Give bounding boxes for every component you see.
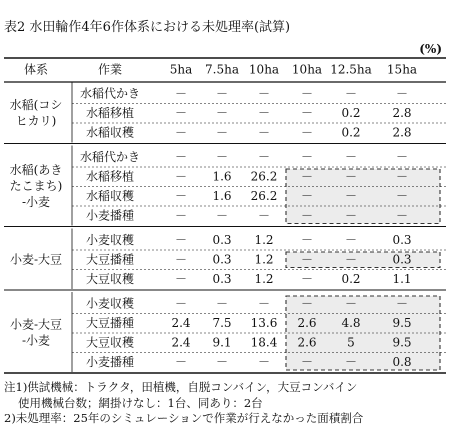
value-cell: －: [344, 149, 358, 164]
value-cell: 26.2: [250, 188, 278, 203]
value-cell: －: [174, 232, 188, 247]
value-cell: －: [174, 208, 188, 223]
value-cell: 7.5: [212, 315, 232, 330]
value-cell: 1.2: [254, 252, 274, 267]
value-cell: 1.2: [254, 232, 274, 247]
value-cell: －: [395, 296, 409, 311]
header-area: 10ha: [248, 62, 280, 77]
system-label: たこまち): [9, 179, 63, 193]
value-cell: 0.3: [212, 271, 232, 286]
value-cell: 18.4: [250, 335, 278, 350]
value-cell: －: [257, 149, 271, 164]
task-label: 水稲代かき: [79, 86, 141, 101]
value-cell: －: [215, 149, 229, 164]
system-label: -小麦: [21, 333, 51, 348]
value-cell: －: [257, 354, 271, 369]
value-cell: 5: [347, 335, 355, 350]
value-cell: －: [344, 86, 358, 101]
value-cell: 0.2: [341, 105, 361, 120]
value-cell: －: [174, 354, 188, 369]
value-cell: 0.3: [212, 232, 232, 247]
value-cell: －: [395, 86, 409, 101]
header-area: 10ha: [291, 62, 323, 77]
header-area: 5ha: [169, 62, 193, 77]
task-label: 大豆収穫: [85, 271, 135, 286]
value-cell: 2.6: [297, 315, 317, 330]
value-cell: －: [174, 125, 188, 140]
value-cell: 0.2: [341, 271, 361, 286]
value-cell: －: [300, 169, 314, 184]
system-label: 小麦-大豆: [9, 252, 63, 267]
value-cell: －: [215, 86, 229, 101]
footnote-1: 注1)供試機械：トラクタ，田植機，自脱コンバイン，大豆コンバイン: [4, 380, 358, 394]
unit-label: (%): [419, 42, 442, 56]
value-cell: －: [174, 271, 188, 286]
system-label: 水稲(コシ: [9, 97, 63, 112]
table-title: 表2 水田輪作4年6作体系における未処理率(試算): [4, 20, 291, 35]
value-cell: －: [174, 252, 188, 267]
value-cell: －: [174, 105, 188, 120]
value-cell: 1.6: [212, 169, 232, 184]
value-cell: 9.1: [212, 335, 232, 350]
task-label: 大豆播種: [85, 315, 135, 330]
value-cell: －: [344, 296, 358, 311]
value-cell: －: [300, 354, 314, 369]
value-cell: －: [300, 125, 314, 140]
value-cell: －: [300, 232, 314, 247]
value-cell: 0.8: [392, 354, 412, 369]
value-cell: 0.2: [341, 125, 361, 140]
header-area: 7.5ha: [205, 62, 239, 77]
value-cell: －: [300, 105, 314, 120]
value-cell: －: [300, 296, 314, 311]
value-cell: 1.1: [392, 271, 412, 286]
value-cell: －: [174, 188, 188, 203]
header-area: 15ha: [386, 62, 418, 77]
system-label: -小麦: [21, 195, 51, 209]
value-cell: －: [174, 296, 188, 311]
value-cell: 0.3: [212, 252, 232, 267]
value-cell: －: [257, 105, 271, 120]
value-cell: －: [344, 354, 358, 369]
value-cell: －: [300, 149, 314, 164]
value-cell: －: [395, 208, 409, 223]
value-cell: －: [300, 86, 314, 101]
task-label: 水稲代かき: [79, 149, 141, 164]
value-cell: －: [215, 208, 229, 223]
value-cell: 9.5: [392, 335, 412, 350]
value-cell: 1.2: [254, 271, 274, 286]
value-cell: －: [257, 86, 271, 101]
task-label: 水稲移植: [85, 105, 135, 120]
value-cell: －: [395, 149, 409, 164]
footnote-1-cont: 使用機械台数；網掛けなし：1台、同あり：2台: [18, 395, 263, 410]
value-cell: －: [395, 169, 409, 184]
task-label: 水稲移植: [85, 169, 135, 184]
value-cell: 0.3: [392, 252, 412, 267]
value-cell: －: [300, 271, 314, 286]
value-cell: －: [300, 252, 314, 267]
value-cell: －: [344, 252, 358, 267]
value-cell: 2.4: [171, 315, 191, 330]
value-cell: －: [174, 169, 188, 184]
footnote-2: 2)未処理率：25年のシミュレーションで作業が行えなかった面積割合: [4, 411, 364, 425]
value-cell: 1.6: [212, 188, 232, 203]
value-cell: －: [215, 105, 229, 120]
header-area: 12.5ha: [330, 62, 372, 77]
value-cell: －: [300, 208, 314, 223]
value-cell: 2.6: [297, 335, 317, 350]
value-cell: －: [395, 188, 409, 203]
task-label: 小麦収穫: [85, 296, 135, 311]
task-label: 水稲収穫: [85, 188, 135, 203]
value-cell: －: [174, 86, 188, 101]
value-cell: 26.2: [250, 169, 278, 184]
value-cell: －: [257, 125, 271, 140]
value-cell: －: [344, 188, 358, 203]
task-label: 大豆播種: [85, 252, 135, 267]
value-cell: －: [344, 232, 358, 247]
value-cell: －: [174, 149, 188, 164]
task-label: 小麦播種: [85, 354, 135, 369]
value-cell: －: [257, 208, 271, 223]
task-label: 大豆収穫: [85, 335, 135, 350]
value-cell: －: [344, 208, 358, 223]
value-cell: 0.3: [392, 232, 412, 247]
value-cell: －: [215, 354, 229, 369]
task-label: 小麦収穫: [85, 232, 135, 247]
value-cell: 9.5: [392, 315, 412, 330]
header-system: 体系: [23, 62, 49, 77]
value-cell: 2.8: [392, 125, 412, 140]
value-cell: 13.6: [250, 315, 278, 330]
system-label: ヒカリ): [15, 113, 57, 128]
value-cell: －: [344, 169, 358, 184]
footnotes: [4, 380, 363, 427]
task-label: 水稲収穫: [85, 125, 135, 140]
header-task: 作業: [97, 62, 123, 77]
value-cell: 4.8: [341, 315, 361, 330]
value-cell: －: [215, 125, 229, 140]
value-cell: －: [257, 296, 271, 311]
value-cell: 2.8: [392, 105, 412, 120]
system-label: 水稲(あき: [9, 163, 63, 177]
system-label: 小麦-大豆: [9, 317, 63, 332]
task-label: 小麦播種: [85, 208, 135, 223]
value-cell: －: [215, 296, 229, 311]
value-cell: －: [300, 188, 314, 203]
value-cell: 2.4: [171, 335, 191, 350]
